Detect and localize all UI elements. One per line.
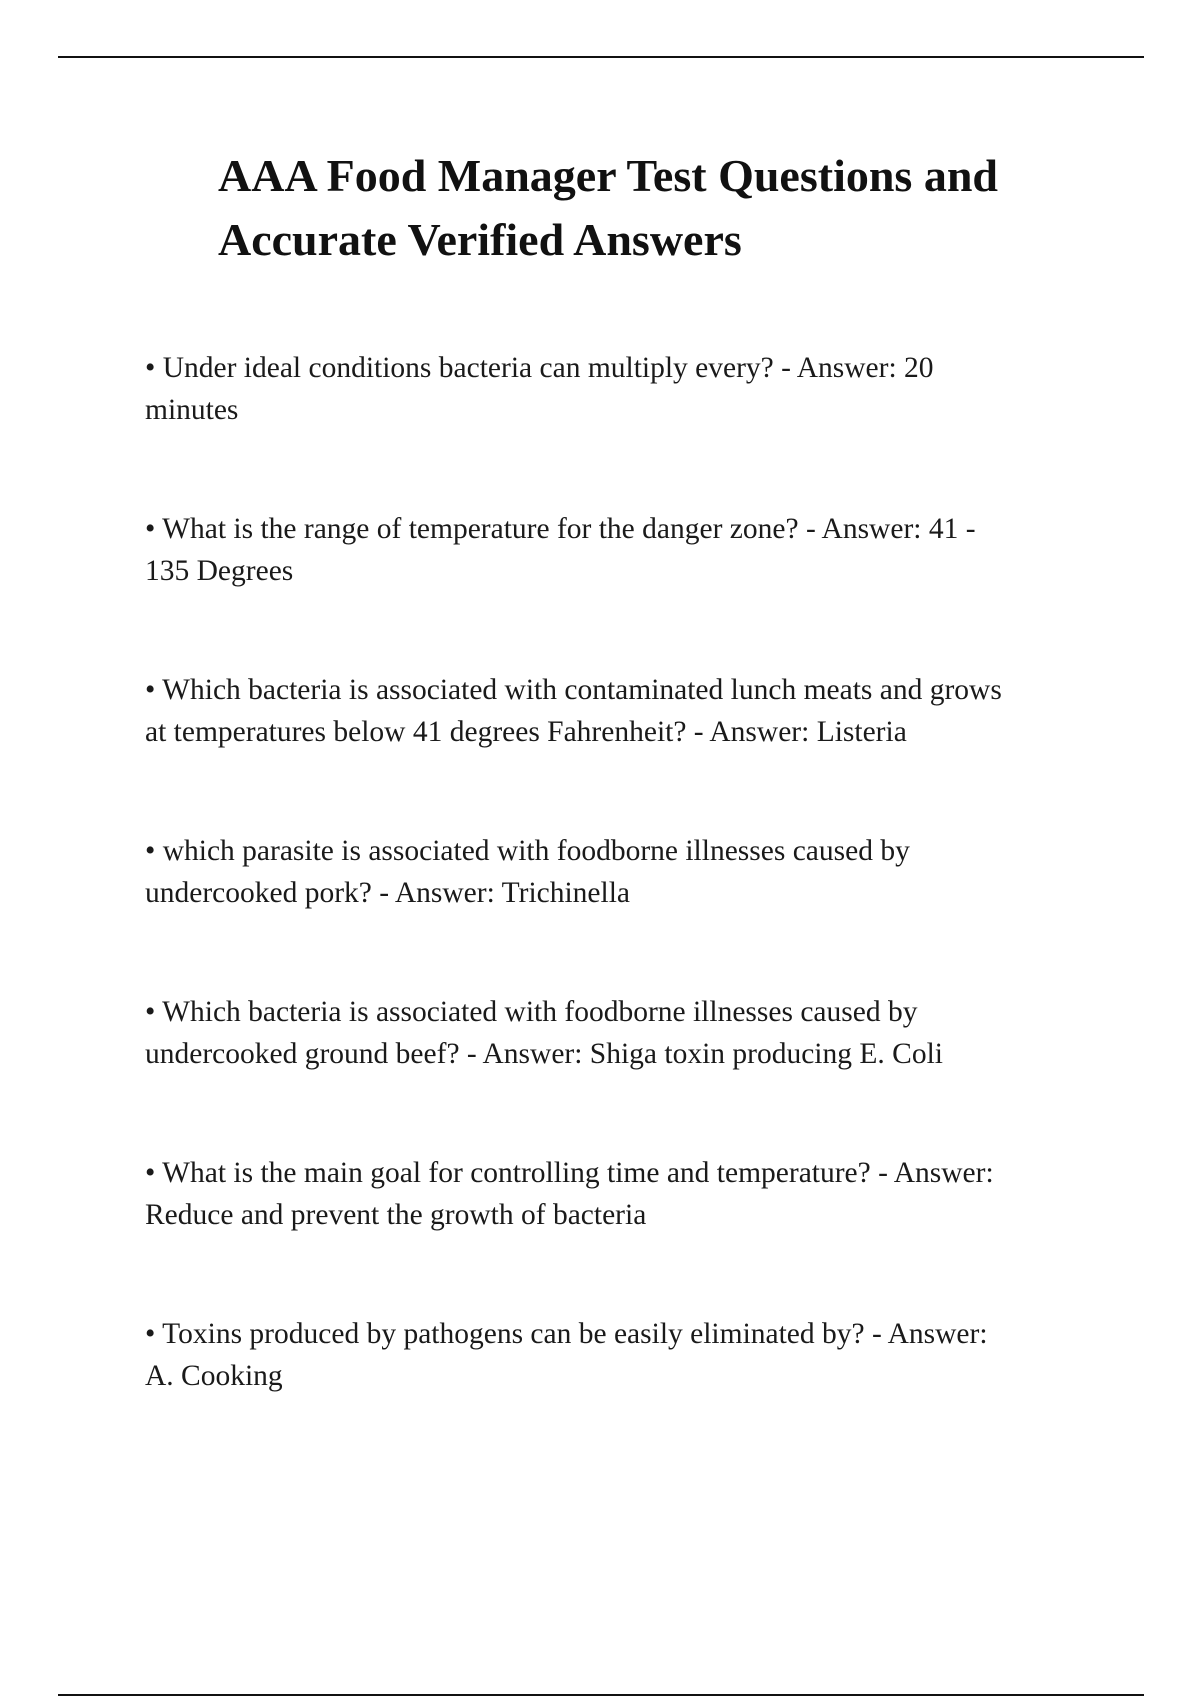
qa-item-text: • Which bacteria is associated with foodborne illnesses caused by: [145, 996, 918, 1028]
qa-item-3: [145, 669, 1090, 753]
qa-item-text: • Which bacteria is associated with contaminated lunch meats and grows: [145, 674, 1002, 706]
bottom-divider: [58, 1694, 1144, 1696]
title-line-1: AAA Food Manager Test Questions and: [218, 150, 999, 201]
qa-item-7: [145, 1313, 1090, 1397]
document-title: [218, 144, 1118, 272]
qa-item-2: [145, 508, 1090, 592]
top-divider: [58, 56, 1144, 58]
qa-item-text: undercooked ground beef? - Answer: Shiga toxin producing E. Coli: [145, 1038, 943, 1070]
qa-item-1: [145, 347, 1090, 431]
qa-item-text: Reduce and prevent the growth of bacteria: [145, 1199, 647, 1231]
title-line-2: Accurate Verified Answers: [218, 214, 742, 265]
qa-item-text: • What is the range of temperature for the danger zone? - Answer: 41 -: [145, 513, 976, 545]
qa-item-5: [145, 991, 1090, 1075]
qa-item-text: • What is the main goal for controlling time and temperature? - Answer:: [145, 1157, 994, 1189]
qa-item-text: • Under ideal conditions bacteria can multiply every? - Answer: 20: [145, 352, 934, 384]
qa-list: [145, 347, 1090, 1474]
qa-item-text: minutes: [145, 394, 239, 426]
qa-item-text: undercooked pork? - Answer: Trichinella: [145, 877, 631, 909]
qa-item-text: at temperatures below 41 degrees Fahrenheit? - Answer: Listeria: [145, 716, 907, 748]
qa-item-6: [145, 1152, 1090, 1236]
qa-item-text: A. Cooking: [145, 1360, 283, 1392]
qa-item-4: [145, 830, 1090, 914]
qa-item-text: 135 Degrees: [145, 555, 294, 587]
qa-item-text: • Toxins produced by pathogens can be easily eliminated by? - Answer:: [145, 1318, 988, 1350]
qa-item-text: • which parasite is associated with foodborne illnesses caused by: [145, 835, 910, 867]
